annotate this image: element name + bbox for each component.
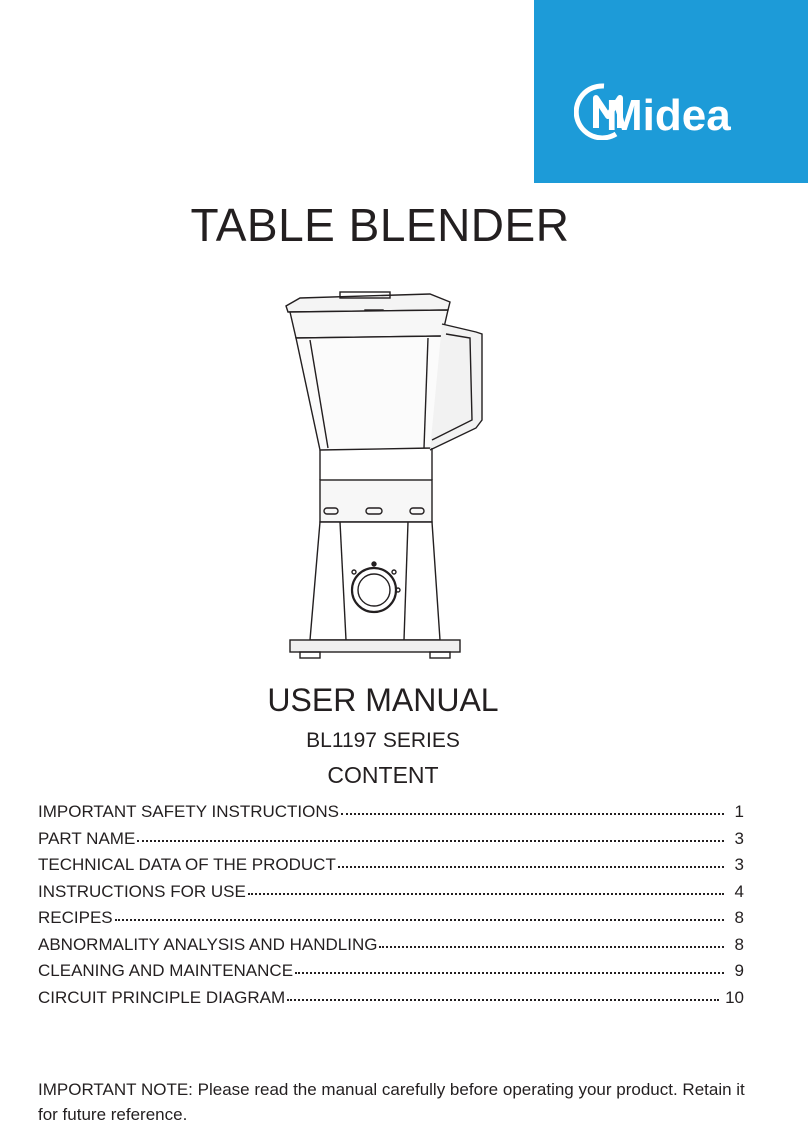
toc-entry-label: RECIPES bbox=[38, 908, 113, 927]
toc-entry bbox=[38, 856, 744, 883]
brand-banner bbox=[534, 0, 808, 183]
toc-entry-page: 1 bbox=[734, 802, 744, 821]
toc-leader-dots bbox=[379, 946, 724, 948]
toc-leader-dots bbox=[295, 972, 724, 974]
toc-entry-label: TECHNICAL DATA OF THE PRODUCT bbox=[38, 855, 336, 874]
toc-entry-label: IMPORTANT SAFETY INSTRUCTIONS bbox=[38, 802, 339, 821]
blender-illustration bbox=[280, 280, 490, 670]
toc-entry-label: CLEANING AND MAINTENANCE bbox=[38, 961, 294, 980]
toc-entry-page: 3 bbox=[734, 828, 744, 848]
toc-entry bbox=[38, 830, 744, 857]
important-note: IMPORTANT NOTE: Please read the manual carefully before operating your product. Retain it for future reference. bbox=[38, 1080, 745, 1124]
toc-entry bbox=[38, 936, 744, 963]
toc-entry bbox=[38, 989, 744, 1016]
document-title: TABLE BLENDER bbox=[190, 199, 570, 251]
toc-entry-page: 4 bbox=[734, 881, 744, 901]
toc-leader-dots bbox=[338, 866, 724, 868]
brand-name: Midea bbox=[606, 91, 731, 140]
toc-entry-page: 8 bbox=[734, 934, 744, 954]
toc-entry bbox=[38, 883, 744, 910]
toc-entry bbox=[38, 962, 744, 989]
table-of-contents bbox=[38, 803, 744, 1015]
toc-leader-dots bbox=[115, 919, 724, 921]
toc-entry-label: PART NAME bbox=[38, 828, 136, 848]
content-heading: CONTENT bbox=[327, 762, 439, 788]
toc-entry-page: 8 bbox=[734, 908, 744, 927]
toc-entry-page: 9 bbox=[734, 961, 744, 980]
toc-entry-label: ABNORMALITY ANALYSIS AND HANDLING bbox=[38, 934, 378, 954]
toc-entry-page: 3 bbox=[734, 855, 744, 874]
toc-leader-dots bbox=[137, 840, 724, 842]
toc-leader-dots bbox=[287, 999, 719, 1001]
model-series: BL1197 SERIES bbox=[306, 729, 460, 752]
toc-entry-label: INSTRUCTIONS FOR USE bbox=[38, 881, 246, 901]
toc-leader-dots bbox=[248, 893, 724, 895]
toc-entry bbox=[38, 909, 744, 936]
toc-entry-page: 10 bbox=[725, 987, 744, 1007]
toc-entry-label: CIRCUIT PRINCIPLE DIAGRAM bbox=[38, 987, 286, 1007]
toc-entry bbox=[38, 803, 744, 830]
user-manual-heading: USER MANUAL bbox=[267, 682, 499, 718]
toc-leader-dots bbox=[341, 813, 724, 815]
